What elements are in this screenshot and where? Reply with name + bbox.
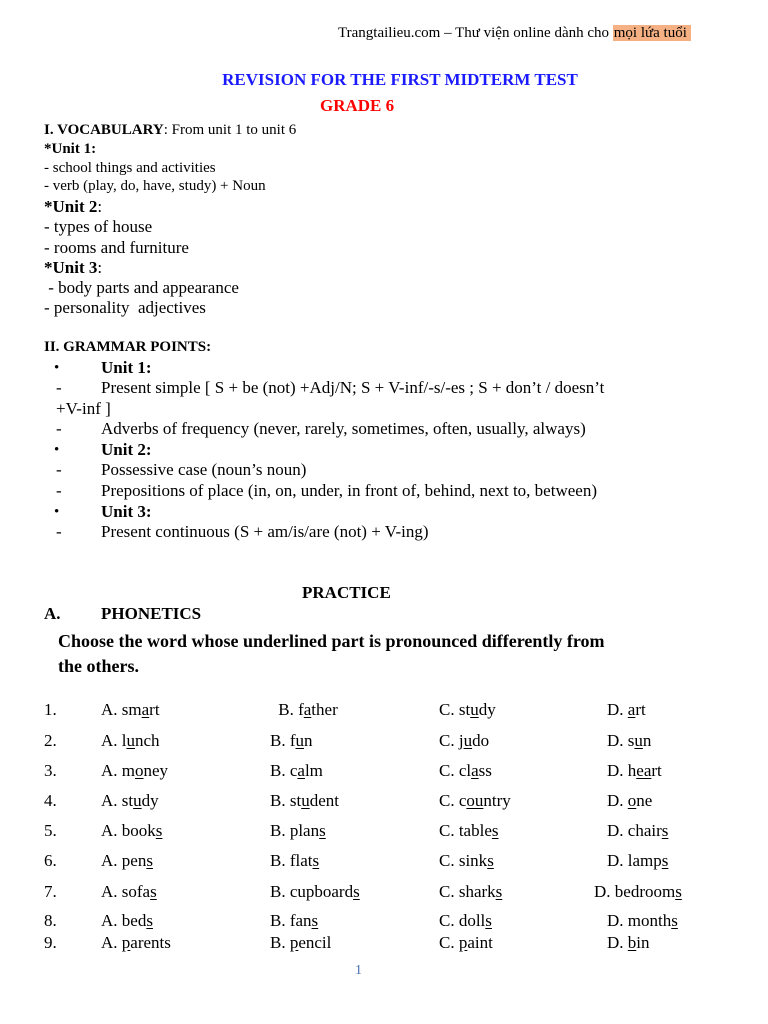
vocab-unit3-label: *Unit 3 bbox=[44, 258, 98, 277]
answer-option: B. fans bbox=[270, 911, 319, 930]
underlined-part: u bbox=[463, 731, 473, 750]
header-text: Trangtailieu.com – Thư viện online dành cho bbox=[338, 25, 613, 41]
bullet-icon: • bbox=[54, 360, 60, 376]
answer-option: C. dolls bbox=[439, 911, 492, 930]
instruction-line: the others. bbox=[58, 656, 139, 676]
underlined-part: a bbox=[471, 761, 479, 780]
question-number: 1. bbox=[44, 700, 57, 719]
underlined-part: s bbox=[495, 882, 503, 901]
question-number: 7. bbox=[44, 882, 57, 901]
answer-option: D. chairs bbox=[607, 821, 669, 840]
underlined-part: u bbox=[470, 700, 479, 719]
answer-option: A. smart bbox=[101, 700, 160, 719]
answer-option: A. study bbox=[101, 791, 159, 810]
answer-option: C. country bbox=[439, 791, 511, 810]
grammar-line: Present continuous (S + am/is/are (not) + V-ing) bbox=[101, 522, 429, 541]
answer-option: A. books bbox=[101, 821, 163, 840]
answer-option: C. judo bbox=[439, 731, 490, 750]
underlined-part: s bbox=[146, 911, 153, 930]
underlined-part: o bbox=[627, 791, 637, 810]
dash: - bbox=[56, 378, 62, 397]
vocab-unit3 bbox=[44, 258, 102, 278]
underlined-part: u bbox=[295, 731, 304, 750]
question-number: 8. bbox=[44, 911, 57, 930]
answer-option: A. parents bbox=[101, 933, 171, 952]
underlined-part: p bbox=[121, 933, 131, 952]
underlined-part: o bbox=[135, 761, 144, 780]
vocab-unit1: *Unit 1: bbox=[44, 141, 97, 157]
underlined-part: p bbox=[458, 933, 468, 952]
underlined-part: a bbox=[297, 761, 305, 780]
answer-option: A. beds bbox=[101, 911, 153, 930]
vocab-item: - types of house bbox=[44, 217, 153, 236]
answer-option: B. pencil bbox=[270, 933, 332, 952]
grammar-line: Adverbs of frequency (never, rarely, sometimes, often, usually, always) bbox=[101, 419, 586, 438]
vocab-unit2 bbox=[44, 197, 102, 217]
answer-option: D. one bbox=[607, 791, 653, 810]
underlined-part: ea bbox=[636, 761, 652, 780]
underlined-part: s bbox=[311, 911, 319, 930]
underlined-part: a bbox=[303, 700, 312, 719]
grade-label: GRADE 6 bbox=[320, 96, 395, 115]
vocab-heading bbox=[44, 122, 296, 139]
grammar-unit3: Unit 3: bbox=[101, 502, 152, 521]
instruction-line: Choose the word whose underlined part is pronounced differently from bbox=[58, 631, 605, 651]
section-letter: A. bbox=[44, 604, 61, 623]
dash: - bbox=[56, 419, 62, 438]
answer-option: C. study bbox=[439, 700, 496, 719]
underlined-part: s bbox=[319, 821, 326, 840]
underlined-part: s bbox=[675, 882, 682, 901]
vocab-item: - school things and activities bbox=[44, 160, 216, 176]
underlined-part: b bbox=[627, 933, 637, 952]
grammar-heading: II. GRAMMAR POINTS: bbox=[44, 339, 212, 355]
vocab-unit3-colon: : bbox=[97, 258, 103, 277]
answer-option: A. sofas bbox=[101, 882, 157, 901]
section-name: PHONETICS bbox=[101, 604, 202, 623]
underlined-part: a bbox=[627, 700, 636, 719]
underlined-part: s bbox=[312, 851, 320, 870]
underlined-part: u bbox=[133, 791, 142, 810]
underlined-part: u bbox=[301, 791, 310, 810]
underlined-part: s bbox=[155, 821, 163, 840]
answer-option: D. heart bbox=[607, 761, 662, 780]
underlined-part: s bbox=[671, 911, 678, 930]
grammar-line: +V-inf ] bbox=[56, 399, 111, 418]
answer-option: D. lamps bbox=[607, 851, 669, 870]
answer-option: B. cupboards bbox=[270, 882, 360, 901]
answer-option: C. tables bbox=[439, 821, 499, 840]
bullet-icon: • bbox=[54, 442, 60, 458]
underlined-part: s bbox=[491, 821, 499, 840]
vocab-unit2-label: *Unit 2 bbox=[44, 197, 98, 216]
grammar-line: Possessive case (noun’s noun) bbox=[101, 460, 307, 479]
underlined-part: ou bbox=[466, 791, 484, 810]
answer-option: C. sinks bbox=[439, 851, 494, 870]
vocab-item: - rooms and furniture bbox=[44, 238, 189, 257]
grammar-unit1: Unit 1: bbox=[101, 358, 152, 377]
underlined-part: s bbox=[485, 911, 492, 930]
answer-option: B. student bbox=[270, 791, 339, 810]
question-number: 5. bbox=[44, 821, 57, 840]
document-title: REVISION FOR THE FIRST MIDTERM TEST bbox=[222, 70, 578, 89]
underlined-part: a bbox=[141, 700, 150, 719]
vocab-heading-label: I. VOCABULARY bbox=[44, 122, 164, 138]
answer-option: D. bin bbox=[607, 933, 650, 952]
grammar-line: Prepositions of place (in, on, under, in front of, behind, next to, between) bbox=[101, 481, 597, 500]
question-number: 2. bbox=[44, 731, 57, 750]
underlined-part: s bbox=[661, 821, 669, 840]
bullet-icon: • bbox=[54, 504, 60, 520]
answer-option: D. bedrooms bbox=[594, 882, 682, 901]
answer-option: B. fun bbox=[270, 731, 313, 750]
answer-option: D. art bbox=[607, 700, 646, 719]
answer-option: B. calm bbox=[270, 761, 323, 780]
grammar-line: Present simple [ S + be (not) +Adj/N; S + V-inf/-s/-es ; S + don’t / doesn’t bbox=[101, 378, 605, 397]
question-number: 3. bbox=[44, 761, 57, 780]
question-number: 6. bbox=[44, 851, 57, 870]
underlined-part: s bbox=[353, 882, 360, 901]
underlined-part: s bbox=[150, 882, 157, 901]
answer-option: C. paint bbox=[439, 933, 493, 952]
grammar-unit2: Unit 2: bbox=[101, 440, 152, 459]
question-number: 9. bbox=[44, 933, 57, 952]
underlined-part: s bbox=[146, 851, 153, 870]
answer-option: D. months bbox=[607, 911, 678, 930]
vocab-item: - verb (play, do, have, study) + Noun bbox=[44, 178, 266, 194]
page-number: 1 bbox=[355, 963, 362, 978]
site-header bbox=[338, 25, 691, 42]
vocab-item: - personality adjectives bbox=[44, 298, 206, 317]
answer-option: B. father bbox=[274, 700, 338, 719]
underlined-part: s bbox=[487, 851, 494, 870]
underlined-part: u bbox=[634, 731, 643, 750]
dash: - bbox=[56, 522, 62, 541]
answer-option: B. flats bbox=[270, 851, 320, 870]
answer-option: A. money bbox=[101, 761, 169, 780]
answer-option: A. pens bbox=[101, 851, 153, 870]
vocab-item: - body parts and appearance bbox=[44, 278, 239, 297]
underlined-part: u bbox=[126, 731, 135, 750]
underlined-part: p bbox=[289, 933, 299, 952]
answer-option: C. sharks bbox=[439, 882, 503, 901]
question-number: 4. bbox=[44, 791, 57, 810]
vocab-heading-rest: : From unit 1 to unit 6 bbox=[163, 122, 297, 138]
answer-option: B. plans bbox=[270, 821, 326, 840]
answer-option: C. class bbox=[439, 761, 492, 780]
header-highlight: mọi lứa tuổi bbox=[613, 25, 691, 41]
dash: - bbox=[56, 460, 62, 479]
vocab-unit2-colon: : bbox=[97, 197, 103, 216]
practice-heading: PRACTICE bbox=[302, 583, 391, 602]
answer-option: D. sun bbox=[607, 731, 652, 750]
dash: - bbox=[56, 481, 62, 500]
answer-option: A. lunch bbox=[101, 731, 160, 750]
underlined-part: s bbox=[661, 851, 669, 870]
